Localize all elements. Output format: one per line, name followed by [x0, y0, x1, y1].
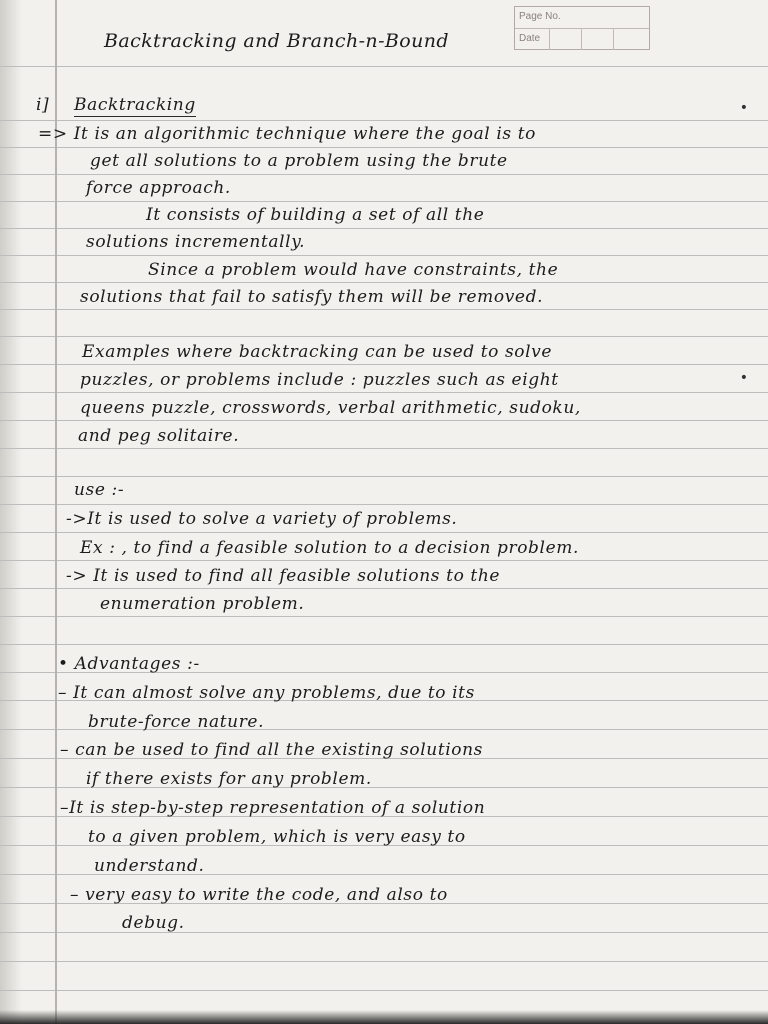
- margin-line: [55, 0, 57, 1024]
- ruled-line: [0, 364, 768, 365]
- text-line: solutions incrementally.: [86, 232, 306, 252]
- ruled-line: [0, 532, 768, 533]
- ruled-line: [0, 961, 768, 962]
- text-line: ->It is used to solve a variety of problems.: [66, 509, 458, 529]
- section-heading: [74, 95, 196, 115]
- text-line: solutions that fail to satisfy them will be removed.: [80, 287, 544, 307]
- section-number: i]: [36, 95, 50, 115]
- ruled-line: [0, 588, 768, 589]
- margin-dot: •: [739, 100, 748, 116]
- ruled-line: [0, 560, 768, 561]
- ruled-line: [0, 120, 768, 121]
- text-line: It consists of building a set of all the: [146, 205, 485, 225]
- ruled-line: [0, 644, 768, 645]
- text-line: brute-force nature.: [88, 712, 265, 732]
- ruled-line: [0, 201, 768, 202]
- page-title: Backtracking and Branch-n-Bound: [104, 30, 449, 52]
- text-line: use :-: [74, 480, 125, 500]
- ruled-line: [0, 309, 768, 310]
- text-line: debug.: [122, 913, 185, 933]
- ruled-line: [0, 932, 768, 933]
- text-line: Ex : , to find a feasible solution to a decision problem.: [80, 538, 579, 558]
- text-line: – very easy to write the code, and also to: [70, 885, 448, 905]
- text-line: queens puzzle, crosswords, verbal arithmetic, sudoku,: [80, 398, 581, 418]
- text-line: puzzles, or problems include : puzzles such as eight: [80, 370, 559, 390]
- ruled-line: [0, 616, 768, 617]
- date-label: Date: [519, 33, 541, 44]
- ruled-line: [0, 282, 768, 283]
- ruled-line: [0, 392, 768, 393]
- ruled-line: [0, 147, 768, 148]
- text-line: –It is step-by-step representation of a solution: [60, 798, 486, 818]
- text-line: -> It is used to find all feasible solutions to the: [66, 566, 501, 586]
- text-line: to a given problem, which is very easy to: [88, 827, 466, 847]
- text-line: Examples where backtracking can be used to solve: [82, 342, 553, 362]
- text-line: enumeration problem.: [100, 594, 305, 614]
- page-edge-shadow: [0, 0, 22, 1024]
- margin-dot: •: [739, 370, 748, 386]
- section-heading-text: Backtracking: [74, 95, 196, 115]
- ruled-line: [0, 336, 768, 337]
- text-line: – can be used to find all the existing solutions: [60, 740, 484, 760]
- ruled-line: [0, 228, 768, 229]
- ruled-line: [0, 255, 768, 256]
- page-date-box: [514, 6, 650, 50]
- ruled-line: [0, 66, 768, 67]
- ruled-line: [0, 420, 768, 421]
- page-bottom-shadow: [0, 1010, 768, 1024]
- ruled-line: [0, 504, 768, 505]
- ruled-line: [0, 476, 768, 477]
- text-line: • Advantages :-: [58, 654, 200, 674]
- ruled-line: [0, 174, 768, 175]
- text-line: and peg solitaire.: [78, 426, 240, 446]
- text-line: Since a problem would have constraints, the: [148, 260, 559, 280]
- text-line: force approach.: [86, 178, 231, 198]
- text-line: => It is an algorithmic technique where the goal is to: [38, 124, 536, 144]
- ruled-line: [0, 448, 768, 449]
- text-line: if there exists for any problem.: [86, 769, 372, 789]
- text-line: understand.: [94, 856, 205, 876]
- text-line: get all solutions to a problem using the brute: [90, 151, 508, 171]
- page-no-label: Page No.: [519, 11, 561, 22]
- text-line: – It can almost solve any problems, due to its: [58, 683, 475, 703]
- ruled-line: [0, 990, 768, 991]
